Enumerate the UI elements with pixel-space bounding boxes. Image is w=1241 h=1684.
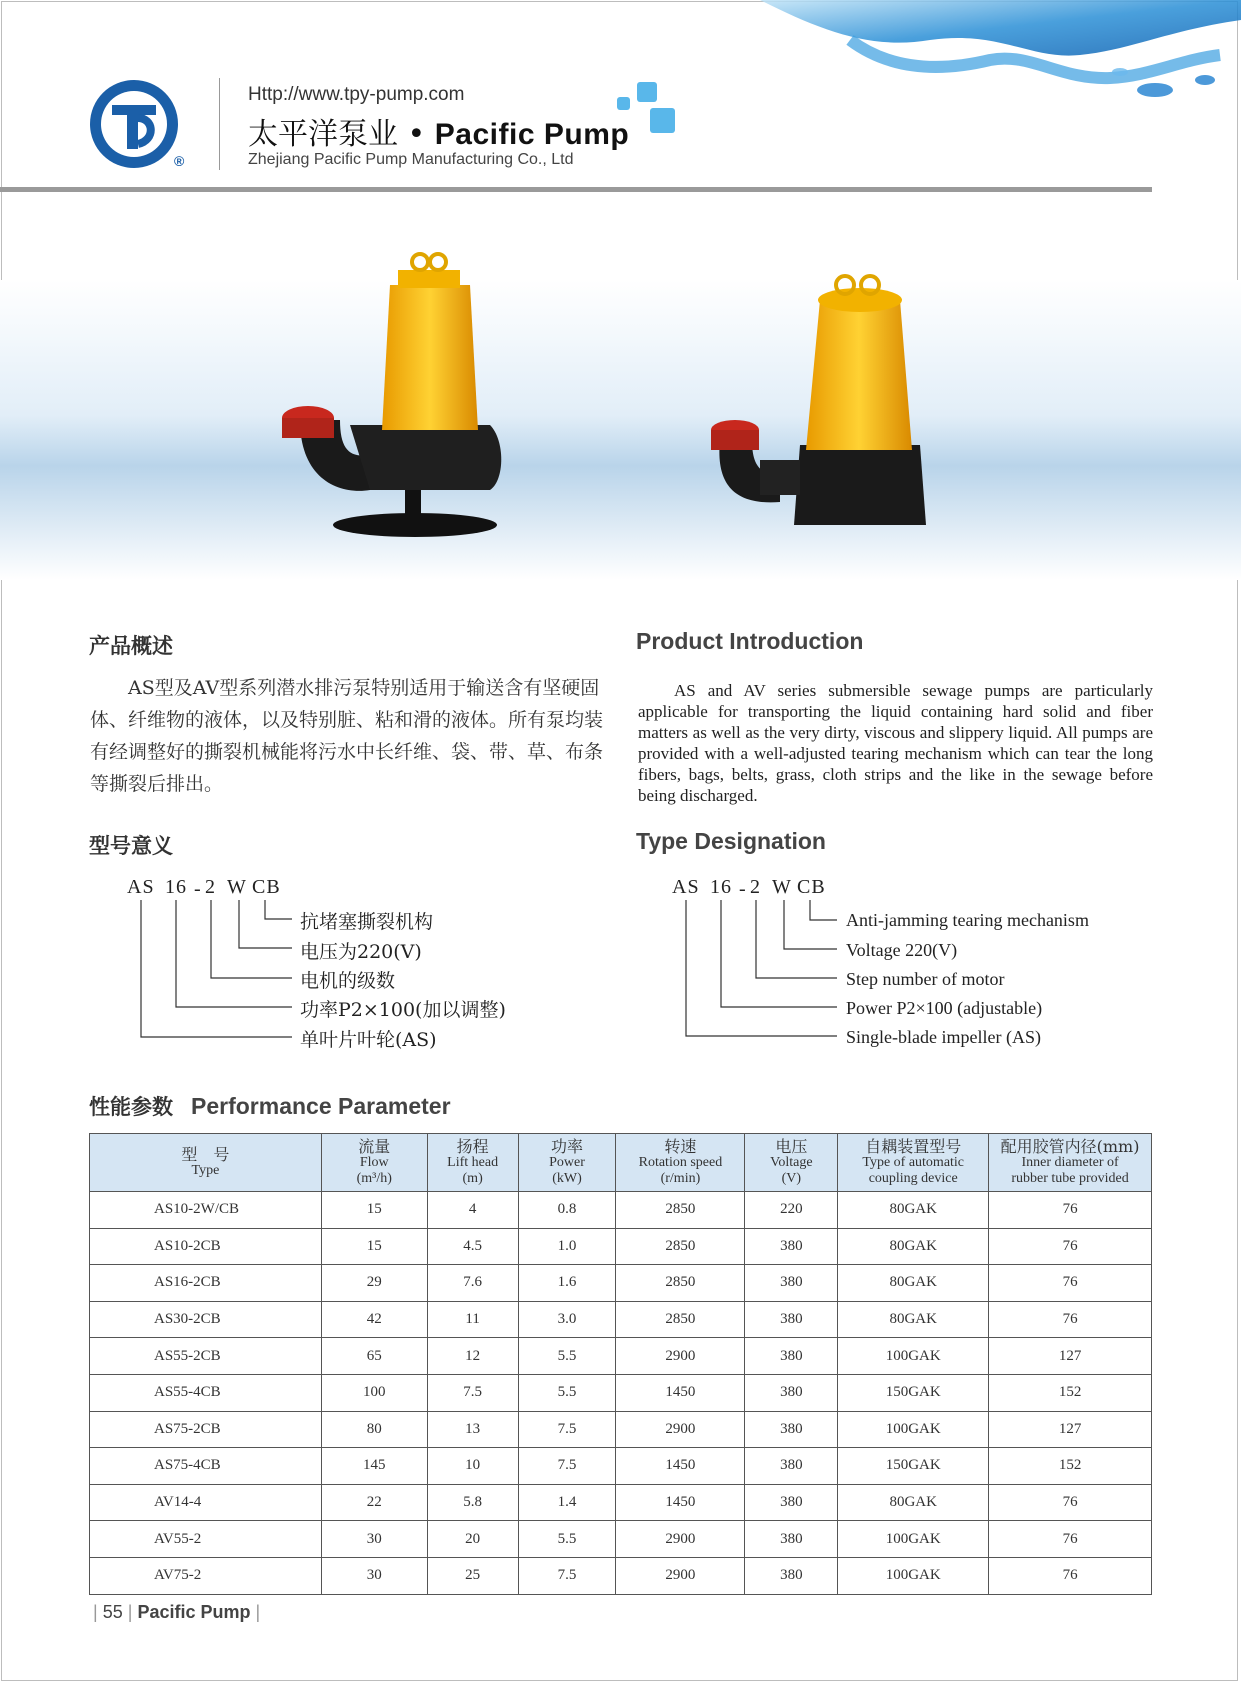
cell-model-type: AS16-2CB bbox=[90, 1265, 322, 1302]
table-row bbox=[90, 1301, 1152, 1338]
table-row bbox=[90, 1374, 1152, 1411]
table-cell: 15 bbox=[321, 1192, 427, 1229]
table-cell: 25 bbox=[427, 1557, 518, 1594]
table-header-cell bbox=[518, 1134, 616, 1192]
table-cell: 380 bbox=[745, 1484, 838, 1521]
table-cell: 380 bbox=[745, 1338, 838, 1375]
header-label-en: Voltage bbox=[770, 1154, 813, 1170]
header-label-zh: 电压 bbox=[775, 1136, 808, 1156]
table-cell: 100GAK bbox=[838, 1411, 989, 1448]
performance-table bbox=[89, 1133, 1152, 1595]
company-name: Zhejiang Pacific Pump Manufacturing Co., Ltd bbox=[248, 151, 574, 168]
table-cell: 2850 bbox=[616, 1265, 745, 1302]
table-cell: 4.5 bbox=[427, 1228, 518, 1265]
decor-square bbox=[637, 82, 657, 102]
table-cell: 5.5 bbox=[518, 1521, 616, 1558]
table-cell: 80 bbox=[321, 1411, 427, 1448]
table-cell: 220 bbox=[745, 1192, 838, 1229]
footer-brand: Pacific Pump bbox=[137, 1602, 251, 1622]
designation-item-en: Power P2×100 (adjustable) bbox=[846, 998, 1043, 1018]
designation-item-en: Single-blade impeller (AS) bbox=[846, 1027, 1041, 1047]
decor-square bbox=[650, 108, 675, 133]
header-unit: (r/min) bbox=[660, 1170, 701, 1186]
table-cell: 100GAK bbox=[838, 1521, 989, 1558]
header-label-zh: 功率 bbox=[551, 1136, 584, 1156]
table-row bbox=[90, 1411, 1152, 1448]
header-label-zh: 扬程 bbox=[456, 1136, 489, 1156]
table-cell: 127 bbox=[989, 1411, 1152, 1448]
table-cell: 80GAK bbox=[838, 1228, 989, 1265]
table-cell: 150GAK bbox=[838, 1448, 989, 1485]
table-cell: 0.8 bbox=[518, 1192, 616, 1229]
table-header-cell bbox=[989, 1134, 1152, 1192]
table-cell: 76 bbox=[989, 1192, 1152, 1229]
header-label-zh: 自耦装置型号 bbox=[865, 1136, 962, 1156]
table-cell: 100GAK bbox=[838, 1557, 989, 1594]
cell-model-type: AS75-4CB bbox=[90, 1448, 322, 1485]
header-label-en: Inner diameter of bbox=[1021, 1154, 1119, 1170]
table-cell: 29 bbox=[321, 1265, 427, 1302]
table-cell: 380 bbox=[745, 1228, 838, 1265]
table-cell: 7.5 bbox=[518, 1448, 616, 1485]
designation-title-en: Type Designation bbox=[636, 828, 826, 854]
header-label-zh: 转速 bbox=[664, 1136, 697, 1156]
table-cell: 80GAK bbox=[838, 1484, 989, 1521]
page-number: 55 bbox=[102, 1602, 123, 1622]
header-unit: (m³/h) bbox=[356, 1170, 392, 1186]
table-cell: 100GAK bbox=[838, 1338, 989, 1375]
cell-model-type: AV55-2 bbox=[90, 1521, 322, 1558]
designation-item-en: Anti-jamming tearing mechanism bbox=[846, 910, 1089, 930]
table-cell: 12 bbox=[427, 1338, 518, 1375]
table-cell: 7.6 bbox=[427, 1265, 518, 1302]
table-cell: 10 bbox=[427, 1448, 518, 1485]
intro-title-zh: 产品概述 bbox=[89, 634, 173, 658]
table-cell: 380 bbox=[745, 1374, 838, 1411]
cell-model-type: AV14-4 bbox=[90, 1484, 322, 1521]
intro-text-zh: AS型及AV型系列潜水排污泵特别适用于输送含有坚硬固体、纤维物的液体，以及特别脏、粘和滑的液体。所有泵均装有经调整好的撕裂机械能将污水中长纤维、袋、带、草、布条等撕裂后排出。 bbox=[90, 677, 604, 795]
table-row bbox=[90, 1448, 1152, 1485]
table-cell: 13 bbox=[427, 1411, 518, 1448]
header-label-en: Flow bbox=[359, 1154, 389, 1170]
header-label-en: Type bbox=[191, 1162, 220, 1178]
code-w: W bbox=[772, 876, 792, 898]
brand-name bbox=[248, 109, 629, 153]
code-as: AS bbox=[672, 876, 700, 898]
table-cell: 1.4 bbox=[518, 1484, 616, 1521]
table-cell: 1450 bbox=[616, 1374, 745, 1411]
table-header-row bbox=[90, 1134, 1152, 1192]
table-cell: 2900 bbox=[616, 1338, 745, 1375]
header-unit: coupling device bbox=[868, 1170, 958, 1186]
table-header-cell bbox=[427, 1134, 518, 1192]
table-cell: 30 bbox=[321, 1557, 427, 1594]
designation-item-zh: 功率P2×100(加以调整) bbox=[300, 999, 506, 1021]
table-cell: 80GAK bbox=[838, 1192, 989, 1229]
performance-title-en: Performance Parameter bbox=[191, 1093, 451, 1119]
table-header-cell bbox=[321, 1134, 427, 1192]
table-cell: 4 bbox=[427, 1192, 518, 1229]
water-splash-decoration bbox=[700, 0, 1241, 110]
table-cell: 7.5 bbox=[518, 1557, 616, 1594]
table-cell: 42 bbox=[321, 1301, 427, 1338]
designation-title-zh: 型号意义 bbox=[89, 834, 173, 858]
header-label-zh: 流量 bbox=[358, 1136, 391, 1156]
header-label-en: Type of automatic bbox=[862, 1154, 965, 1170]
decor-square bbox=[617, 97, 630, 110]
table-cell: 2900 bbox=[616, 1521, 745, 1558]
header-divider bbox=[219, 78, 220, 170]
table-cell: 22 bbox=[321, 1484, 427, 1521]
code-step: 2 bbox=[750, 876, 761, 898]
table-cell: 30 bbox=[321, 1521, 427, 1558]
page-footer: | 55 | Pacific Pump | bbox=[93, 1602, 261, 1622]
table-cell: 1450 bbox=[616, 1484, 745, 1521]
table-cell: 80GAK bbox=[838, 1301, 989, 1338]
table-body bbox=[90, 1192, 1152, 1595]
header-label-en: Power bbox=[549, 1154, 585, 1170]
table-cell: 7.5 bbox=[427, 1374, 518, 1411]
table-cell: 5.8 bbox=[427, 1484, 518, 1521]
table-row bbox=[90, 1484, 1152, 1521]
table-cell: 76 bbox=[989, 1521, 1152, 1558]
table-cell: 1.0 bbox=[518, 1228, 616, 1265]
code-num: 16 bbox=[165, 876, 187, 898]
table-row bbox=[90, 1521, 1152, 1558]
brand-separator: • bbox=[407, 117, 426, 152]
table-row bbox=[90, 1192, 1152, 1229]
intro-text-en: AS and AV series submersible sewage pumps are particularly applicable for transporting the liquid containing hard solid and fiber matters as well as the very dirty, viscous and slippery liquid. All pumps are provided with a well-adjusted tearing mechanism which can tear the long fibers, bags, belts, grass, cloth strips and the like in the sewage before being discharged. bbox=[638, 681, 1153, 805]
code-dash: - bbox=[194, 878, 202, 900]
table-cell: 2900 bbox=[616, 1557, 745, 1594]
table-cell: 100 bbox=[321, 1374, 427, 1411]
table-cell: 1450 bbox=[616, 1448, 745, 1485]
code-step: 2 bbox=[205, 876, 216, 898]
header-label-en: Rotation speed bbox=[638, 1154, 723, 1170]
table-cell: 80GAK bbox=[838, 1265, 989, 1302]
table-cell: 145 bbox=[321, 1448, 427, 1485]
company-logo bbox=[88, 78, 184, 174]
table-cell: 3.0 bbox=[518, 1301, 616, 1338]
table-cell: 1.6 bbox=[518, 1265, 616, 1302]
header-label-en: Lift head bbox=[447, 1154, 499, 1170]
code-dash: - bbox=[739, 878, 747, 900]
table-header-cell bbox=[90, 1134, 322, 1192]
product-photo bbox=[0, 240, 1241, 610]
table-cell: 76 bbox=[989, 1265, 1152, 1302]
code-cb: CB bbox=[797, 876, 826, 898]
designation-item-zh: 电机的级数 bbox=[300, 970, 396, 992]
table-cell: 11 bbox=[427, 1301, 518, 1338]
designation-item-en: Voltage 220(V) bbox=[846, 940, 958, 960]
table-cell: 127 bbox=[989, 1338, 1152, 1375]
table-cell: 2850 bbox=[616, 1301, 745, 1338]
table-cell: 76 bbox=[989, 1557, 1152, 1594]
cell-model-type: AS55-4CB bbox=[90, 1374, 322, 1411]
table-cell: 76 bbox=[989, 1301, 1152, 1338]
cell-model-type: AS55-2CB bbox=[90, 1338, 322, 1375]
table-row bbox=[90, 1338, 1152, 1375]
table-cell: 2900 bbox=[616, 1411, 745, 1448]
website-url[interactable]: Http://www.tpy-pump.com bbox=[248, 84, 465, 105]
table-cell: 76 bbox=[989, 1228, 1152, 1265]
registered-mark: ® bbox=[174, 153, 185, 169]
table-header-cell bbox=[745, 1134, 838, 1192]
performance-title bbox=[89, 1091, 451, 1121]
designation-lines-en bbox=[672, 898, 842, 1043]
table-cell: 380 bbox=[745, 1521, 838, 1558]
table-header-cell bbox=[616, 1134, 745, 1192]
table-cell: 5.5 bbox=[518, 1338, 616, 1375]
table-cell: 152 bbox=[989, 1374, 1152, 1411]
header-rule bbox=[0, 187, 1152, 192]
table-row bbox=[90, 1557, 1152, 1594]
header-unit: (m) bbox=[462, 1170, 483, 1186]
brand-name-en: Pacific Pump bbox=[434, 118, 630, 151]
table-cell: 380 bbox=[745, 1448, 838, 1485]
table-cell: 20 bbox=[427, 1521, 518, 1558]
table-cell: 380 bbox=[745, 1557, 838, 1594]
table-cell: 2850 bbox=[616, 1192, 745, 1229]
intro-title-en: Product Introduction bbox=[636, 628, 864, 654]
table-cell: 152 bbox=[989, 1448, 1152, 1485]
header-label-zh: 配用胶管内径(mm) bbox=[1000, 1136, 1140, 1156]
header-unit: (kW) bbox=[552, 1170, 582, 1186]
cell-model-type: AS30-2CB bbox=[90, 1301, 322, 1338]
code-w: W bbox=[227, 876, 247, 898]
designation-item-zh: 单叶片叶轮(AS) bbox=[300, 1029, 437, 1051]
table-cell: 76 bbox=[989, 1484, 1152, 1521]
code-cb: CB bbox=[252, 876, 281, 898]
table-cell: 7.5 bbox=[518, 1411, 616, 1448]
table-cell: 150GAK bbox=[838, 1374, 989, 1411]
designation-item-zh: 抗堵塞撕裂机构 bbox=[300, 911, 434, 933]
header-label-zh: 型 号 bbox=[181, 1144, 230, 1164]
header-unit: (V) bbox=[781, 1170, 802, 1186]
cell-model-type: AS10-2CB bbox=[90, 1228, 322, 1265]
table-cell: 2850 bbox=[616, 1228, 745, 1265]
header-unit: rubber tube provided bbox=[1011, 1170, 1129, 1186]
table-row bbox=[90, 1265, 1152, 1302]
cell-model-type: AS75-2CB bbox=[90, 1411, 322, 1448]
cell-model-type: AS10-2W/CB bbox=[90, 1192, 322, 1229]
table-cell: 65 bbox=[321, 1338, 427, 1375]
table-row bbox=[90, 1228, 1152, 1265]
performance-title-zh: 性能参数 bbox=[89, 1095, 173, 1119]
designation-item-en: Step number of motor bbox=[846, 969, 1005, 989]
table-cell: 380 bbox=[745, 1411, 838, 1448]
designation-item-zh: 电压为220(V) bbox=[300, 941, 422, 963]
code-as: AS bbox=[127, 876, 155, 898]
table-cell: 15 bbox=[321, 1228, 427, 1265]
table-cell: 5.5 bbox=[518, 1374, 616, 1411]
table-header-cell bbox=[838, 1134, 989, 1192]
designation-lines-zh bbox=[127, 898, 297, 1043]
brand-name-zh: 太平洋泵业 bbox=[248, 117, 398, 152]
cell-model-type: AV75-2 bbox=[90, 1557, 322, 1594]
table-cell: 380 bbox=[745, 1265, 838, 1302]
table-cell: 380 bbox=[745, 1301, 838, 1338]
code-num: 16 bbox=[710, 876, 732, 898]
